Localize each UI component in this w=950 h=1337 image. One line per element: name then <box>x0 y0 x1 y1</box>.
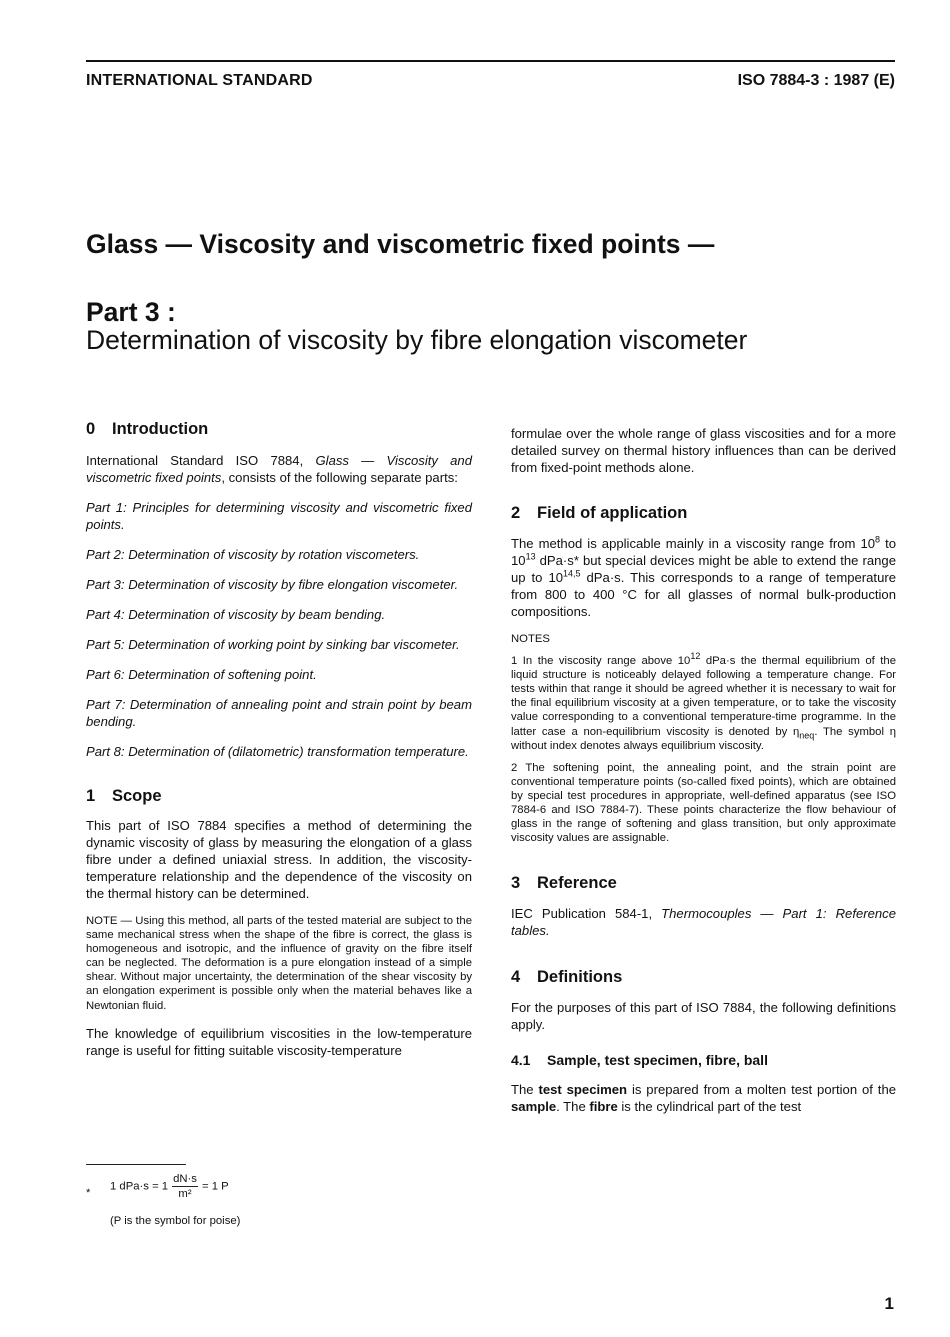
intro-paragraph: International Standard ISO 7884, Glass — Viscosity and viscometric fixed points, consists of the following separate parts: <box>86 453 472 485</box>
header-doc-type: INTERNATIONAL STANDARD <box>86 72 313 89</box>
list-item: Part 6: Determination of softening point. <box>86 667 317 682</box>
scope-paragraph-2: The knowledge of equilibrium viscosities in the low-temperature range is useful for fitting suitable viscosity-temperature <box>86 1025 472 1058</box>
sample-paragraph: The test specimen is prepared from a molten test portion of the sample. The fibre is the cylindrical part of the test <box>511 1082 897 1115</box>
section-4-heading: 4 Definitions <box>511 968 623 987</box>
list-item: Part 7: Determination of annealing point and strain point by beam bending. <box>86 697 472 729</box>
parts-list <box>86 499 472 760</box>
note-2: 2 The softening point, the annealing point, and the strain point are conventional temperature points (so-called fixed points), which are obtained by special test procedures in appropriate, well-defined apparatus (see ISO 7884-6 and ISO 7884-7). These points characterize the flow behaviour of glass in the range of softening and glass transition, but only approximate viscosity values are assignable. <box>511 761 896 845</box>
section-4-1-heading: 4.1 Sample, test specimen, fibre, ball <box>511 1052 768 1069</box>
header-doc-number: ISO 7884-3 : 1987 (E) <box>737 72 895 89</box>
scope-paragraph-continued: formulae over the whole range of glass viscosities and for a more detailed survey on thermal history influences than can be derived from fixed-point methods alone. <box>511 426 896 475</box>
scope-note: NOTE — Using this method, all parts of the tested material are subject to the same mechanical stress when the shape of the fibre is correct, the glass is homogeneous and isotropic, and the influence of gravity on the fibre itself can be neglected. The deformation is a pure elongation instead of a simple shear. Without major uncertainty, the determination of the shear viscosity by an elongation experiment is possible only when the material behaves like a Newtonian fluid. <box>86 915 472 1012</box>
page-number: 1 <box>884 1294 894 1313</box>
scope-paragraph: This part of ISO 7884 specifies a method of determining the dynamic viscosity of glass by measuring the elongation of a glass fibre under a defined uniaxial stress. In addition, the viscosity-temperature relationship and the dependence of the viscosity on the thermal history can be determined. <box>86 818 472 901</box>
document-subtitle: Determination of viscosity by fibre elongation viscometer <box>86 325 748 355</box>
right-column <box>511 425 896 1115</box>
section-3-heading: 3 Reference <box>511 874 617 893</box>
field-paragraph: The method is applicable mainly in a viscosity range from $10^8$ to $10^{13}$ dPa·s* but special devices might be able to extend the range up to 10$^{14,5}$ dPa·s. This corresponds to a range of temperature from 800 to 400 °C for all glasses of normal bulk-production compositions. <box>511 534 897 619</box>
definitions-paragraph: For the purposes of this part of ISO 7884, the following definitions apply. <box>511 1000 896 1033</box>
section-0-heading: 0 Introduction <box>86 420 209 438</box>
list-item: Part 2: Determination of viscosity by rotation viscometers. <box>86 547 420 562</box>
list-item: Part 1: Principles for determining viscosity and viscometric fixed points. <box>86 500 472 532</box>
footnote-marker: * <box>86 1187 91 1199</box>
header-rule <box>86 60 895 62</box>
document-part: Part 3 : <box>86 297 176 327</box>
footnote-rule <box>86 1164 186 1165</box>
section-1-heading: 1 Scope <box>86 787 162 805</box>
document-title: Glass — Viscosity and viscometric fixed points — <box>86 229 715 259</box>
note-1: 1 In the viscosity range above $10^{12}$ dPa·s the thermal equilibrium of the liquid structure is noticeably delayed following a temperature change. For tests within that range it should be agreed whether it is necessary to wait for the final equilibrium viscosity at a given temperature, or to take the viscosity value corresponding to a conventional temperature-time programme. In the latter case a non-equilibrium viscosity is denoted by $\eta_{neq}$. The symbol η without index denotes always equilibrium viscosity. <box>511 651 896 752</box>
section-2-heading: 2 Field of application <box>511 504 688 522</box>
list-item: Part 5: Determination of working point by sinking bar viscometer. <box>86 637 460 652</box>
notes-label: NOTES <box>511 633 550 645</box>
list-item: Part 8: Determination of (dilatometric) transformation temperature. <box>86 744 469 759</box>
footnote-equation: 1 dPa·s = 1 $\frac{dN\cdot s}{\text{m²}}$ = 1 P <box>110 1173 229 1200</box>
left-column <box>86 419 472 1059</box>
footnote-note: (P is the symbol for poise) <box>110 1215 241 1227</box>
list-item: Part 4: Determination of viscosity by beam bending. <box>86 607 386 622</box>
reference-paragraph: IEC Publication 584-1, Thermocouples — Part 1: Reference tables. <box>511 906 896 939</box>
list-item: Part 3: Determination of viscosity by fibre elongation viscometer. <box>86 577 459 592</box>
